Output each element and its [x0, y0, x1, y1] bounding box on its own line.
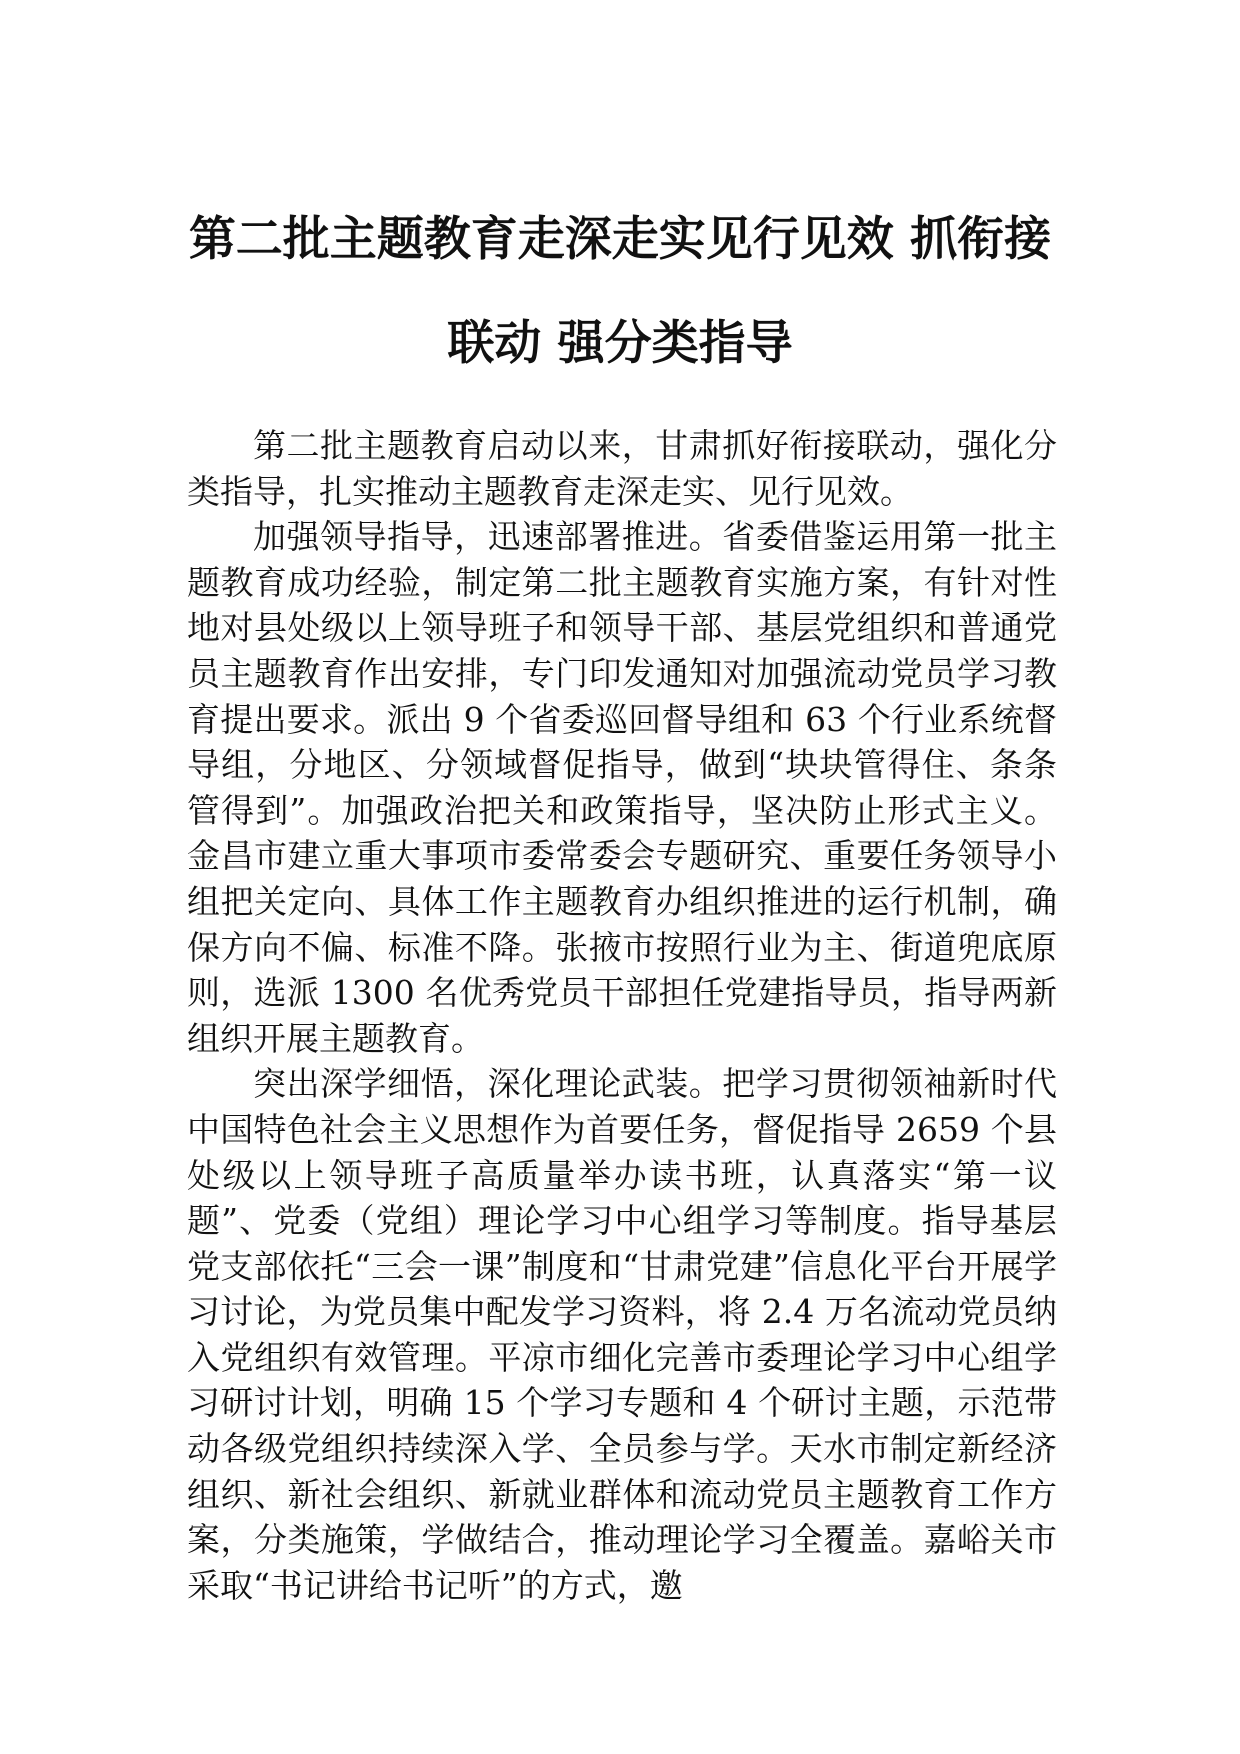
paragraph-leadership: 加强领导指导，迅速部署推进。省委借鉴运用第一批主题教育成功经验，制定第二批主题教育实施方案，有针对性地对县处级以上领导班子和领导干部、基层党组织和普通党员主题教育作出安排，专门印发通知对加强流动党员学习教育提出要求。派出 9 个省委巡回督导组和 63 个行业系统督导组，分地区、分领域督促指导，做到“块块管得住、条条管得到”。加强政治把关和政策指导，坚决防止形式主义。金昌市建立重大事项市委常委会专题研究、重要任务领导小组把关定向、具体工作主题教育办组织推进的运行机制，确保方向不偏、标准不降。张掖市按照行业为主、街道兜底原则，选派 1300 名优秀党员干部担任党建指导员，指导两新组织开展主题教育。 [187, 517, 1057, 1058]
document-body [187, 423, 1057, 1608]
document-title: 第二批主题教育走深走实见行见效 抓衔接联动 强分类指导 [188, 212, 1052, 371]
paragraph-study: 突出深学细悟，深化理论武装。把学习贯彻领袖新时代中国特色社会主义思想作为首要任务，督促指导 2659 个县处级以上领导班子高质量举办读书班，认真落实“第一议题”、党委（党组）理论学习中心组学习等制度。指导基层党支部依托“三会一课”制度和“甘肃党建”信息化平台开展学习讨论，为党员集中配发学习资料，将 2.4 万名流动党员纳入党组织有效管理。平凉市细化完善市委理论学习中心组学习研讨计划，明确 15 个学习专题和 4 个研讨主题，示范带动各级党组织持续深入学、全员参与学。天水市制定新经济组织、新社会组织、新就业群体和流动党员主题教育工作方案，分类施策，学做结合，推动理论学习全覆盖。嘉峪关市采取“书记讲给书记听”的方式，邀 [187, 1064, 1057, 1605]
title-block [185, 188, 1055, 396]
paragraph-intro: 第二批主题教育启动以来，甘肃抓好衔接联动，强化分类指导，扎实推动主题教育走深走实、见行见效。 [187, 426, 1057, 511]
